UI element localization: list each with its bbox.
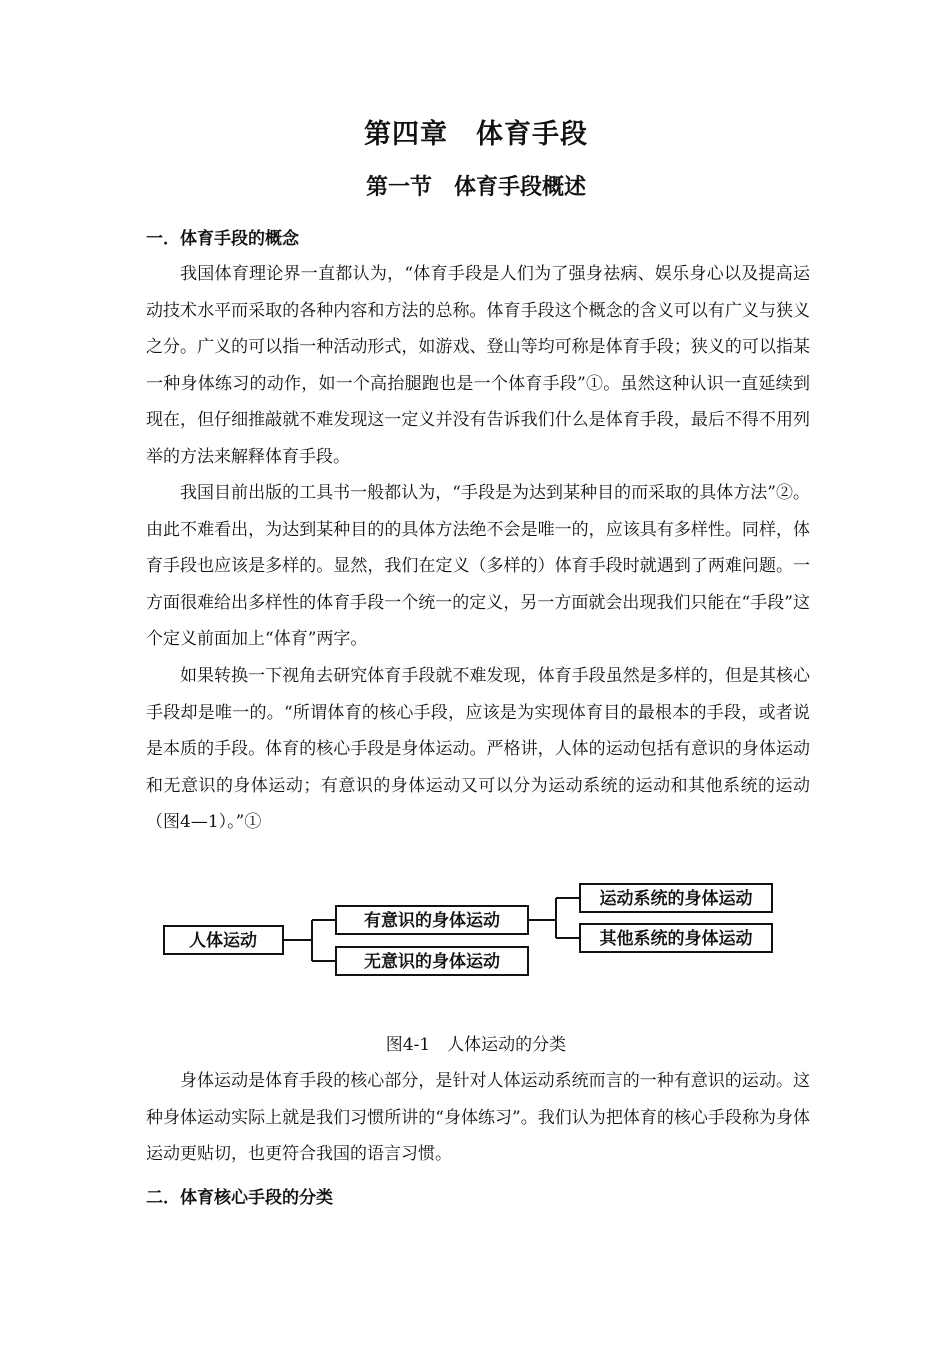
section-title: 第一节 体育手段概述	[365, 174, 586, 200]
paragraph-4: 身体运动是体育手段的核心部分，是针对人体运动系统而言的一种有意识的运动。这种身体运动实际上就是我们习惯所讲的“身体练习”。我们认为把体育的核心手段称为身体运动更贴切，也更符合我国的语言习惯。	[146, 1071, 810, 1164]
label-unconscious: 无意识的身体运动	[364, 952, 500, 972]
classification-diagram	[140, 850, 840, 1020]
label-motor-system: 运动系统的身体运动	[599, 889, 753, 909]
heading-concept: 一．体育手段的概念	[146, 229, 299, 249]
paragraph-2: 我国目前出版的工具书一般都认为，“手段是为达到某种目的而采取的具体方法”②。由此不难看出，为达到某种目的的具体方法绝不会是唯一的，应该具有多样性。同样，体育手段也应该是多样的。显然，我们在定义（多样的）体育手段时就遇到了两难问题。一方面很难给出多样性的体育手段一个统一的定义，另一方面就会出现我们只能在“手段”这个定义前面加上“体育”两字。	[146, 483, 810, 649]
label-conscious: 有意识的身体运动	[364, 911, 500, 931]
paragraph-1: 我国体育理论界一直都认为，“体育手段是人们为了强身祛病、娱乐身心以及提高运动技术水平而采取的各种内容和方法的总称。体育手段这个概念的含义可以有广义与狭义之分。广义的可以指一种活动形式，如游戏、登山等均可称是体育手段；狭义的可以指某一种身体练习的动作，如一个高抬腿跑也是一个体育手段”①。虽然这种认识一直延续到现在，但仔细推敲就不难发现这一定义并没有告诉我们什么是体育手段，最后不得不用列举的方法来解释体育手段。	[146, 264, 810, 467]
paragraph-3: 如果转换一下视角去研究体育手段就不难发现，体育手段虽然是多样的，但是其核心手段却是唯一的。“所谓体育的核心手段，应该是为实现体育目的最根本的手段，或者说是本质的手段。体育的核心手段是身体运动。严格讲，人体的运动包括有意识的身体运动和无意识的身体运动；有意识的身体运动又可以分为运动系统的运动和其他系统的运动（图4—1）。”①	[146, 666, 810, 832]
label-root: 人体运动	[189, 931, 257, 951]
figure-caption: 图4-1 人体运动的分类	[385, 1035, 567, 1055]
diagram-svg	[140, 850, 840, 1020]
chapter-title: 第四章 体育手段	[364, 119, 588, 150]
heading-classification: 二．体育核心手段的分类	[146, 1188, 333, 1208]
label-other-system: 其他系统的身体运动	[599, 929, 753, 949]
